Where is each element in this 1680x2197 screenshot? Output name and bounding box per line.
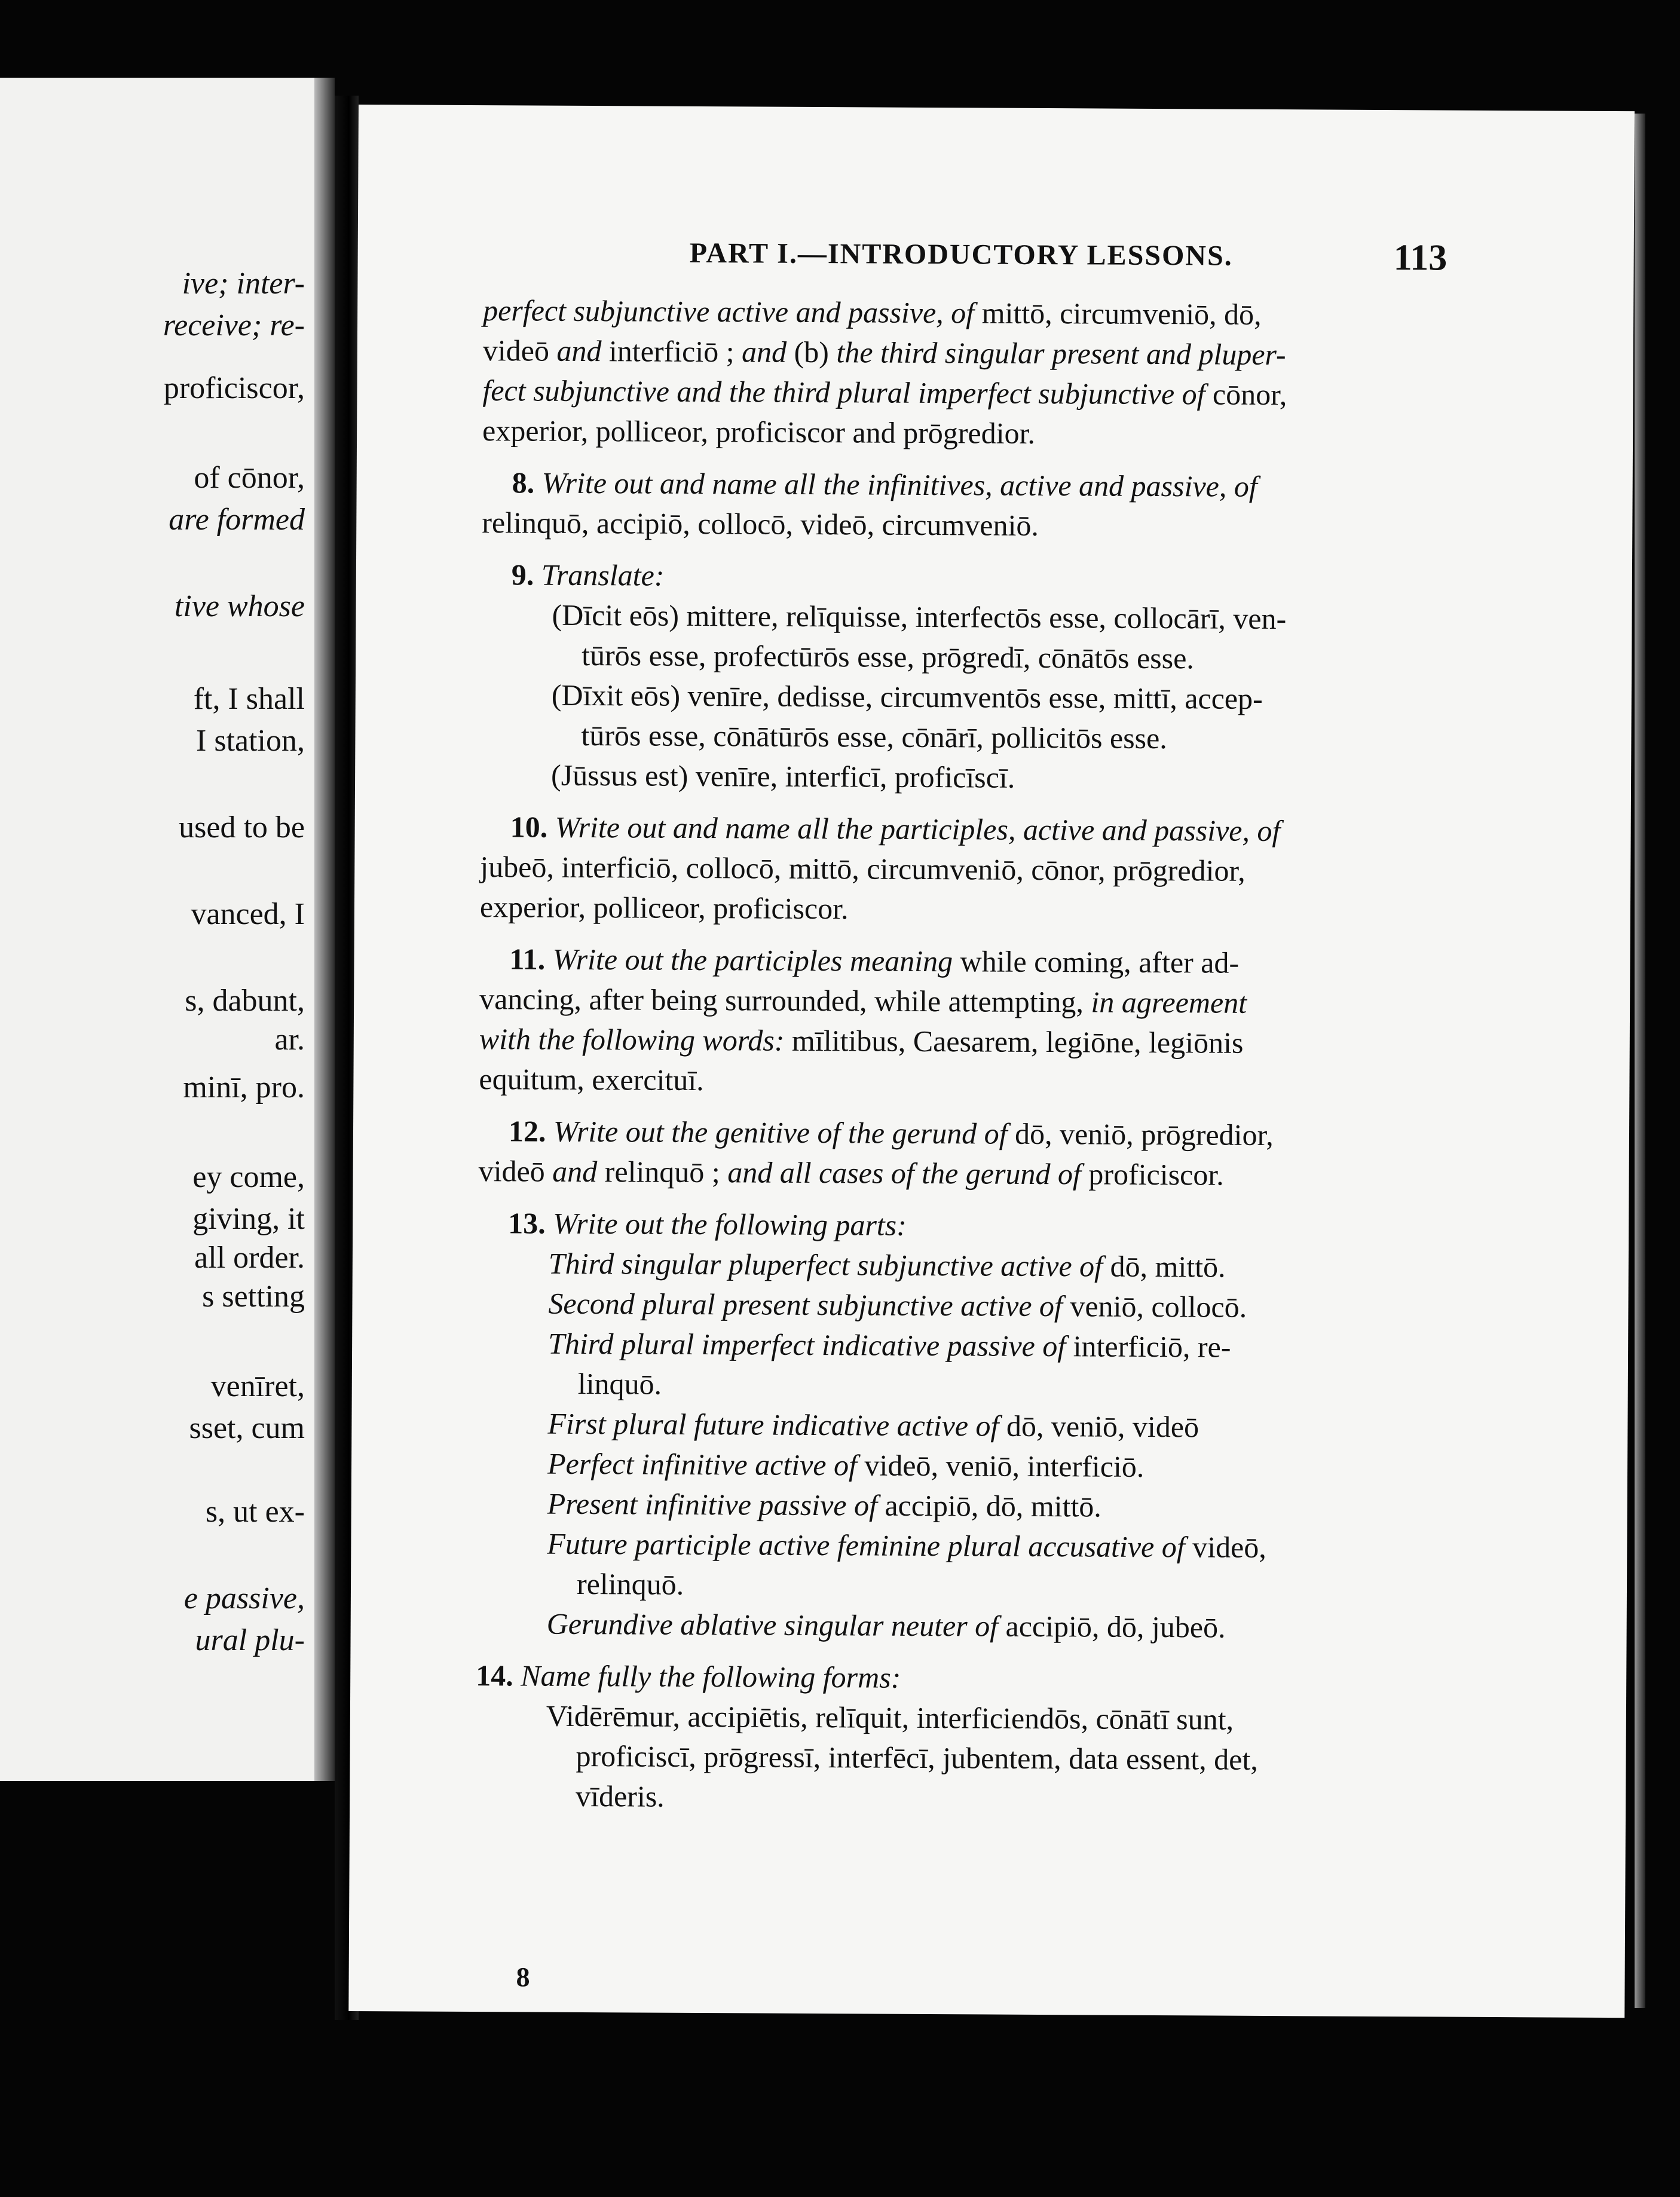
exercise-number: 8. (512, 466, 535, 500)
part-item: Third plural imperfect indicative passive of interficiō, re- (548, 1326, 1231, 1364)
main-page (348, 105, 1635, 2018)
text-line: vīderis. (576, 1779, 665, 1813)
text-line: equitum, exercituī. (479, 1062, 704, 1097)
facing-line: sset, cum (189, 1411, 305, 1445)
text-line: Vidērēmur, accipiētis, relīquit, interficiendōs, cōnātī sunt, (546, 1699, 1234, 1736)
text-line: 11. Write out the participles meaning while coming, after ad- (509, 942, 1240, 980)
page-edge-shadow (1635, 114, 1645, 2008)
part-item: Gerundive ablative singular neuter of accipiō, dō, jubeō. (546, 1607, 1226, 1644)
facing-line: I station, (196, 724, 305, 758)
facing-line: s setting (202, 1280, 305, 1314)
text-line: proficiscī, prōgressī, interfēcī, jubentem, data essent, det, (576, 1739, 1258, 1776)
facing-line: s, ut ex- (205, 1495, 305, 1529)
text-line: experior, polliceor, proficiscor and prōgredior. (482, 414, 1036, 450)
exercise-8 (482, 463, 1451, 547)
continued-exercise (482, 290, 1451, 455)
text-line: 14. Name fully the following forms: (476, 1659, 901, 1694)
exercise-14 (475, 1656, 1444, 1820)
text-line: (Dīxit eōs) venīre, dedisse, circumventōs esse, mittī, accep- (551, 678, 1263, 715)
running-head: PART I.—INTRODUCTORY LESSONS. (689, 237, 1233, 272)
facing-line: ural plu- (195, 1623, 305, 1657)
text-line: relinquō, accipiō, collocō, videō, circumveniō. (482, 506, 1039, 542)
facing-line: used to be (179, 810, 305, 844)
facing-line: receive; re- (163, 308, 305, 342)
facing-line: giving, it (192, 1202, 305, 1236)
exercise-9 (481, 555, 1450, 800)
exercise-number: 10. (510, 810, 548, 844)
text-line: (Jūssus est) venīre, interficī, proficīscī. (550, 758, 1015, 794)
facing-line: e passive, (183, 1581, 305, 1615)
exercise-12 (478, 1111, 1447, 1196)
page-number: 113 (1393, 237, 1448, 279)
exercise-11 (479, 939, 1448, 1104)
exercise-10 (480, 807, 1449, 932)
text-line: vancing, after being surrounded, while attempting, in agreement (479, 982, 1247, 1020)
text-line: videō and interficiō ; and (b) the third singular present and pluper- (482, 333, 1286, 372)
text-line: 9. Translate: (511, 558, 665, 592)
part-item-continuation: relinquō. (576, 1566, 684, 1601)
exercise-number: 9. (511, 558, 534, 592)
exercise-number: 11. (509, 942, 546, 976)
text-line: 12. Write out the genitive of the gerund of dō, veniō, prōgredior, (508, 1114, 1274, 1152)
part-item: Present infinitive passive of accipiō, dō, mittō. (547, 1486, 1102, 1523)
signature-mark: 8 (516, 1962, 530, 1993)
text-line: 13. Write out the following parts: (508, 1206, 907, 1242)
part-item: Third singular pluperfect subjunctive active of dō, mittō. (548, 1246, 1226, 1284)
facing-line: proficiscor, (163, 371, 305, 405)
exercise-text (475, 290, 1451, 1832)
facing-line: ar. (274, 1023, 305, 1057)
text-line: fect subjunctive and the third plural imperfect subjunctive of cōnor, (482, 374, 1287, 412)
facing-line: ft, I shall (193, 682, 305, 716)
exercise-number: 13. (508, 1206, 546, 1240)
facing-line: of cōnor, (194, 461, 305, 495)
text-line: tūrōs esse, profectūrōs esse, prōgredī, cōnātōs esse. (582, 638, 1195, 675)
facing-line: s, dabunt, (185, 984, 305, 1018)
part-item: Future participle active feminine plural accusative of videō, (547, 1526, 1266, 1564)
part-item: Second plural present subjunctive active of veniō, collocō. (548, 1286, 1247, 1324)
text-line: videō and relinquō ; and all cases of the gerund of proficiscor. (478, 1154, 1224, 1192)
facing-page (0, 78, 335, 1781)
part-item: Perfect infinitive active of videō, veniō, interficiō. (547, 1446, 1145, 1483)
text-line: with the following words: mīlitibus, Caesarem, legiōne, legiōnis (479, 1022, 1244, 1060)
text-line: experior, polliceor, proficiscor. (479, 890, 849, 926)
text-line: 10. Write out and name all the participles, active and passive, of (510, 810, 1281, 848)
part-item: First plural future indicative active of dō, veniō, videō (547, 1406, 1199, 1444)
part-item-continuation: linquō. (577, 1366, 662, 1401)
page-fold-shadow (314, 78, 335, 1781)
exercise-number: 14. (476, 1659, 513, 1693)
facing-line: vanced, I (191, 897, 305, 931)
page-header (357, 235, 1633, 283)
facing-line: ive; inter- (182, 267, 305, 301)
text-line: (Dīcit eōs) mittere, relīquisse, interfectōs esse, collocārī, ven- (552, 598, 1287, 636)
facing-line: tive whose (174, 589, 305, 623)
facing-line: ey come, (192, 1160, 305, 1194)
facing-line: are formed (169, 503, 305, 537)
facing-line: minī, pro. (183, 1070, 305, 1104)
exercise-13 (476, 1203, 1447, 1648)
text-line: 8. Write out and name all the infinitives, active and passive, of (512, 466, 1257, 503)
facing-line: all order. (194, 1241, 305, 1275)
text-line: perfect subjunctive active and passive, of mittō, circumveniō, dō, (483, 293, 1262, 331)
text-line: tūrōs esse, cōnātūrōs esse, cōnārī, pollicitōs esse. (581, 718, 1167, 755)
facing-line: venīret, (210, 1369, 305, 1403)
exercise-number: 12. (508, 1114, 546, 1148)
text-line: jubeō, interficiō, collocō, mittō, circumveniō, cōnor, prōgredior, (480, 850, 1246, 888)
